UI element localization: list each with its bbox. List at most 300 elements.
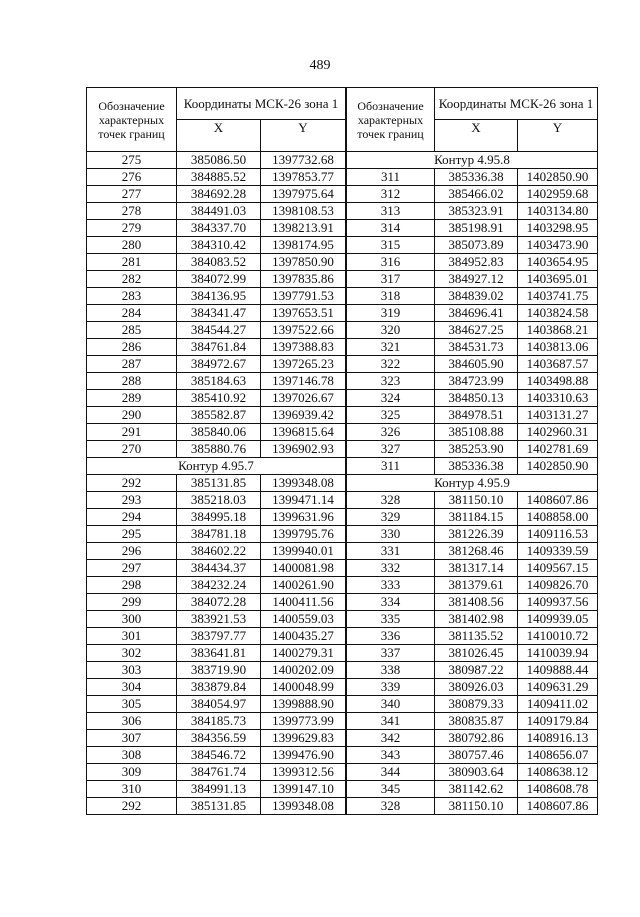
point-id-cell: 296: [87, 543, 177, 560]
table-row: [347, 322, 598, 339]
y-coordinate-cell: 1400081.98: [261, 560, 346, 577]
contour-label: Контур 4.95.8: [347, 152, 598, 169]
x-coordinate-cell: 384602.22: [177, 543, 261, 560]
point-id-cell: 319: [347, 305, 435, 322]
table-row: [347, 458, 598, 475]
point-id-cell: 289: [87, 390, 177, 407]
page-number: 489: [309, 58, 331, 73]
point-id-cell: 291: [87, 424, 177, 441]
y-coordinate-cell: 1399348.08: [261, 798, 346, 815]
table-row: [87, 356, 346, 373]
point-id-cell: 302: [87, 645, 177, 662]
point-id-cell: 305: [87, 696, 177, 713]
x-coordinate-cell: 385086.50: [177, 152, 261, 169]
y-coordinate-cell: 1408656.07: [518, 747, 598, 764]
x-coordinate-cell: 385582.87: [177, 407, 261, 424]
contour-label: Контур 4.95.9: [347, 475, 598, 492]
y-coordinate-cell: 1402960.31: [518, 424, 598, 441]
y-coordinate-cell: 1403654.95: [518, 254, 598, 271]
y-coordinate-cell: 1402959.68: [518, 186, 598, 203]
x-coordinate-cell: 384723.99: [435, 373, 518, 390]
coordinate-system-header: Координаты МСК-26 зона 1: [177, 88, 346, 120]
x-coordinate-cell: 384232.24: [177, 577, 261, 594]
table-row: [87, 271, 346, 288]
table-row: [347, 560, 598, 577]
y-coordinate-cell: 1399312.56: [261, 764, 346, 781]
coordinates-table-left: [86, 87, 346, 815]
table-row: [87, 305, 346, 322]
point-id-cell: 317: [347, 271, 435, 288]
x-coordinate-cell: 385131.85: [177, 798, 261, 815]
table-row: [87, 577, 346, 594]
point-id-cell: 321: [347, 339, 435, 356]
x-coordinate-cell: 384083.52: [177, 254, 261, 271]
table-row: [347, 662, 598, 679]
x-coordinate-cell: 384341.47: [177, 305, 261, 322]
x-coordinate-cell: 385466.02: [435, 186, 518, 203]
table-row: [87, 509, 346, 526]
point-id-cell: 316: [347, 254, 435, 271]
table-row: [87, 339, 346, 356]
x-coordinate-cell: 383719.90: [177, 662, 261, 679]
x-coordinate-cell: 385253.90: [435, 441, 518, 458]
point-id-cell: 284: [87, 305, 177, 322]
y-coordinate-cell: 1398174.95: [261, 237, 346, 254]
point-id-cell: 307: [87, 730, 177, 747]
table-row: [87, 560, 346, 577]
point-id-cell: 283: [87, 288, 177, 305]
table-row: [347, 203, 598, 220]
x-coordinate-cell: 385131.85: [177, 475, 261, 492]
y-coordinate-cell: 1409411.02: [518, 696, 598, 713]
y-coordinate-cell: 1399348.08: [261, 475, 346, 492]
x-coordinate-cell: 385184.63: [177, 373, 261, 390]
y-coordinate-cell: 1409567.15: [518, 560, 598, 577]
table-row: [347, 492, 598, 509]
x-coordinate-cell: 384978.51: [435, 407, 518, 424]
point-id-cell: 332: [347, 560, 435, 577]
point-id-cell: 270: [87, 441, 177, 458]
table-row: [347, 305, 598, 322]
y-coordinate-cell: 1409939.05: [518, 611, 598, 628]
table-row: [87, 730, 346, 747]
y-coordinate-cell: 1408916.13: [518, 730, 598, 747]
x-coordinate-cell: 381150.10: [435, 492, 518, 509]
x-coordinate-cell: 385323.91: [435, 203, 518, 220]
x-coordinate-cell: 384839.02: [435, 288, 518, 305]
table-row: [87, 237, 346, 254]
y-coordinate-cell: 1400202.09: [261, 662, 346, 679]
table-row: [347, 220, 598, 237]
table-row: [347, 628, 598, 645]
point-id-cell: 288: [87, 373, 177, 390]
point-id-cell: 290: [87, 407, 177, 424]
table-row: [347, 169, 598, 186]
table-row: [347, 288, 598, 305]
y-coordinate-cell: 1399940.01: [261, 543, 346, 560]
x-coordinate-cell: 383641.81: [177, 645, 261, 662]
table-row: [87, 407, 346, 424]
x-coordinate-cell: 384761.84: [177, 339, 261, 356]
point-id-cell: 334: [347, 594, 435, 611]
x-coordinate-cell: 385336.38: [435, 169, 518, 186]
x-coordinate-cell: 384546.72: [177, 747, 261, 764]
x-coordinate-cell: 384531.73: [435, 339, 518, 356]
x-coordinate-cell: 384072.28: [177, 594, 261, 611]
x-coordinate-cell: 384972.67: [177, 356, 261, 373]
x-coordinate-cell: 381402.98: [435, 611, 518, 628]
table-row: [87, 645, 346, 662]
table-row: [87, 594, 346, 611]
x-coordinate-cell: 384605.90: [435, 356, 518, 373]
table-row: [347, 237, 598, 254]
point-id-cell: 326: [347, 424, 435, 441]
table-row: [87, 424, 346, 441]
table-row: [87, 526, 346, 543]
contour-label: Контур 4.95.7: [87, 458, 346, 475]
x-coordinate-cell: 384850.13: [435, 390, 518, 407]
x-coordinate-cell: 381135.52: [435, 628, 518, 645]
y-coordinate-cell: 1408858.00: [518, 509, 598, 526]
point-id-cell: 345: [347, 781, 435, 798]
x-coordinate-cell: 385108.88: [435, 424, 518, 441]
point-id-cell: 282: [87, 271, 177, 288]
x-coordinate-cell: 384991.13: [177, 781, 261, 798]
x-coordinate-cell: 380903.64: [435, 764, 518, 781]
point-id-cell: 343: [347, 747, 435, 764]
y-coordinate-cell: 1397265.23: [261, 356, 346, 373]
y-coordinate-cell: 1403687.57: [518, 356, 598, 373]
y-coordinate-cell: 1397975.64: [261, 186, 346, 203]
y-coordinate-cell: 1403868.21: [518, 322, 598, 339]
y-coordinate-cell: 1396939.42: [261, 407, 346, 424]
point-id-cell: 344: [347, 764, 435, 781]
y-coordinate-cell: 1399147.10: [261, 781, 346, 798]
point-id-cell: 309: [87, 764, 177, 781]
table-row: [87, 254, 346, 271]
point-id-cell: 279: [87, 220, 177, 237]
table-row: [347, 441, 598, 458]
point-id-cell: 303: [87, 662, 177, 679]
y-coordinate-cell: 1403695.01: [518, 271, 598, 288]
table-row: [347, 764, 598, 781]
table-row: [347, 713, 598, 730]
point-id-cell: 292: [87, 475, 177, 492]
x-coordinate-cell: 380879.33: [435, 696, 518, 713]
point-id-cell: 339: [347, 679, 435, 696]
table-row: [347, 696, 598, 713]
contour-row: [347, 475, 598, 492]
point-id-cell: 311: [347, 458, 435, 475]
point-id-cell: 276: [87, 169, 177, 186]
designation-header: Обозначение характерных точек границ: [87, 88, 177, 152]
table-row: [87, 492, 346, 509]
y-coordinate-cell: 1410010.72: [518, 628, 598, 645]
y-coordinate-cell: 1403298.95: [518, 220, 598, 237]
y-coordinate-cell: 1400411.56: [261, 594, 346, 611]
y-coordinate-cell: 1409937.56: [518, 594, 598, 611]
x-coordinate-cell: 383797.77: [177, 628, 261, 645]
y-coordinate-cell: 1399629.83: [261, 730, 346, 747]
point-id-cell: 300: [87, 611, 177, 628]
point-id-cell: 328: [347, 492, 435, 509]
y-coordinate-cell: 1399773.99: [261, 713, 346, 730]
y-coordinate-cell: 1409179.84: [518, 713, 598, 730]
point-id-cell: 301: [87, 628, 177, 645]
y-coordinate-cell: 1397835.86: [261, 271, 346, 288]
x-coordinate-cell: 384310.42: [177, 237, 261, 254]
table-row: [87, 203, 346, 220]
x-coordinate-cell: 384337.70: [177, 220, 261, 237]
x-coordinate-cell: 383921.53: [177, 611, 261, 628]
table-row: [347, 407, 598, 424]
point-id-cell: 320: [347, 322, 435, 339]
x-coordinate-cell: 385840.06: [177, 424, 261, 441]
y-coordinate-cell: 1400559.03: [261, 611, 346, 628]
y-coordinate-cell: 1398213.91: [261, 220, 346, 237]
x-coordinate-cell: 380987.22: [435, 662, 518, 679]
table-row: [87, 611, 346, 628]
table-row: [347, 611, 598, 628]
y-coordinate-cell: 1399888.90: [261, 696, 346, 713]
x-coordinate-cell: 384952.83: [435, 254, 518, 271]
table-row: [87, 288, 346, 305]
table-row: [87, 441, 346, 458]
point-id-cell: 324: [347, 390, 435, 407]
contour-row: [347, 152, 598, 169]
table-row: [347, 271, 598, 288]
y-coordinate-cell: 1400261.90: [261, 577, 346, 594]
y-coordinate-cell: 1403813.06: [518, 339, 598, 356]
point-id-cell: 311: [347, 169, 435, 186]
point-id-cell: 299: [87, 594, 177, 611]
y-coordinate-cell: 1397146.78: [261, 373, 346, 390]
contour-row: [87, 458, 346, 475]
point-id-cell: 313: [347, 203, 435, 220]
table-row: [87, 696, 346, 713]
y-coordinate-cell: 1403310.63: [518, 390, 598, 407]
point-id-cell: 295: [87, 526, 177, 543]
point-id-cell: 340: [347, 696, 435, 713]
x-coordinate-cell: 384185.73: [177, 713, 261, 730]
table-row: [87, 475, 346, 492]
point-id-cell: 318: [347, 288, 435, 305]
y-coordinate-cell: 1399631.96: [261, 509, 346, 526]
x-coordinate-cell: 380926.03: [435, 679, 518, 696]
table-row: [87, 764, 346, 781]
point-id-cell: 337: [347, 645, 435, 662]
table-row: [347, 645, 598, 662]
y-coordinate-cell: 1397653.51: [261, 305, 346, 322]
table-row: [347, 509, 598, 526]
point-id-cell: 325: [347, 407, 435, 424]
point-id-cell: 315: [347, 237, 435, 254]
point-id-cell: 335: [347, 611, 435, 628]
point-id-cell: 333: [347, 577, 435, 594]
y-coordinate-cell: 1396815.64: [261, 424, 346, 441]
table-row: [87, 186, 346, 203]
y-coordinate-cell: 1410039.94: [518, 645, 598, 662]
table-row: [87, 628, 346, 645]
y-coordinate-cell: 1409339.59: [518, 543, 598, 560]
table-row: [347, 781, 598, 798]
x-coordinate-cell: 384054.97: [177, 696, 261, 713]
point-id-cell: 287: [87, 356, 177, 373]
y-coordinate-cell: 1403131.27: [518, 407, 598, 424]
x-coordinate-cell: 385336.38: [435, 458, 518, 475]
y-coordinate-cell: 1400279.31: [261, 645, 346, 662]
point-id-cell: 292: [87, 798, 177, 815]
y-column-header: Y: [518, 120, 598, 152]
y-coordinate-cell: 1409826.70: [518, 577, 598, 594]
point-id-cell: 330: [347, 526, 435, 543]
x-coordinate-cell: 384434.37: [177, 560, 261, 577]
y-coordinate-cell: 1399471.14: [261, 492, 346, 509]
table-row: [347, 747, 598, 764]
coordinate-system-header: Координаты МСК-26 зона 1: [435, 88, 598, 120]
point-id-cell: 336: [347, 628, 435, 645]
table-row: [347, 679, 598, 696]
y-coordinate-cell: 1408638.12: [518, 764, 598, 781]
y-coordinate-cell: 1399795.76: [261, 526, 346, 543]
point-id-cell: 293: [87, 492, 177, 509]
x-coordinate-cell: 384781.18: [177, 526, 261, 543]
x-coordinate-cell: 381184.15: [435, 509, 518, 526]
point-id-cell: 308: [87, 747, 177, 764]
point-id-cell: 327: [347, 441, 435, 458]
x-coordinate-cell: 384356.59: [177, 730, 261, 747]
table-row: [87, 169, 346, 186]
y-coordinate-cell: 1399476.90: [261, 747, 346, 764]
x-coordinate-cell: 385410.92: [177, 390, 261, 407]
x-coordinate-cell: 381408.56: [435, 594, 518, 611]
table-row: [87, 679, 346, 696]
y-coordinate-cell: 1408608.78: [518, 781, 598, 798]
y-coordinate-cell: 1398108.53: [261, 203, 346, 220]
point-id-cell: 286: [87, 339, 177, 356]
point-id-cell: 297: [87, 560, 177, 577]
point-id-cell: 323: [347, 373, 435, 390]
x-coordinate-cell: 384692.28: [177, 186, 261, 203]
point-id-cell: 329: [347, 509, 435, 526]
y-coordinate-cell: 1397850.90: [261, 254, 346, 271]
y-coordinate-cell: 1403498.88: [518, 373, 598, 390]
table-row: [87, 373, 346, 390]
x-column-header: X: [435, 120, 518, 152]
x-coordinate-cell: 381142.62: [435, 781, 518, 798]
y-coordinate-cell: 1397791.53: [261, 288, 346, 305]
x-coordinate-cell: 384995.18: [177, 509, 261, 526]
table-row: [87, 152, 346, 169]
x-coordinate-cell: 384491.03: [177, 203, 261, 220]
table-row: [347, 186, 598, 203]
table-row: [347, 254, 598, 271]
x-coordinate-cell: 384072.99: [177, 271, 261, 288]
y-coordinate-cell: 1403824.58: [518, 305, 598, 322]
table-row: [347, 543, 598, 560]
y-coordinate-cell: 1403741.75: [518, 288, 598, 305]
x-coordinate-cell: 384627.25: [435, 322, 518, 339]
table-row: [87, 781, 346, 798]
point-id-cell: 328: [347, 798, 435, 815]
point-id-cell: 294: [87, 509, 177, 526]
x-coordinate-cell: 384927.12: [435, 271, 518, 288]
x-column-header: X: [177, 120, 261, 152]
point-id-cell: 304: [87, 679, 177, 696]
x-coordinate-cell: 384696.41: [435, 305, 518, 322]
table-row: [87, 390, 346, 407]
x-coordinate-cell: 385073.89: [435, 237, 518, 254]
x-coordinate-cell: 384885.52: [177, 169, 261, 186]
table-row: [87, 798, 346, 815]
x-coordinate-cell: 381226.39: [435, 526, 518, 543]
y-coordinate-cell: 1397388.83: [261, 339, 346, 356]
x-coordinate-cell: 384136.95: [177, 288, 261, 305]
table-row: [87, 543, 346, 560]
table-row: [87, 713, 346, 730]
point-id-cell: 285: [87, 322, 177, 339]
table-row: [87, 747, 346, 764]
table-row: [347, 390, 598, 407]
y-coordinate-cell: 1397026.67: [261, 390, 346, 407]
coordinates-table-right: [346, 87, 598, 815]
x-coordinate-cell: 381268.46: [435, 543, 518, 560]
y-column-header: Y: [261, 120, 346, 152]
x-coordinate-cell: 381379.61: [435, 577, 518, 594]
y-coordinate-cell: 1402781.69: [518, 441, 598, 458]
y-coordinate-cell: 1400435.27: [261, 628, 346, 645]
y-coordinate-cell: 1402850.90: [518, 458, 598, 475]
table-row: [87, 322, 346, 339]
table-row: [347, 577, 598, 594]
table-row: [347, 356, 598, 373]
point-id-cell: 298: [87, 577, 177, 594]
point-id-cell: 322: [347, 356, 435, 373]
y-coordinate-cell: 1403473.90: [518, 237, 598, 254]
table-row: [87, 662, 346, 679]
y-coordinate-cell: 1396902.93: [261, 441, 346, 458]
point-id-cell: 331: [347, 543, 435, 560]
x-coordinate-cell: 384761.74: [177, 764, 261, 781]
x-coordinate-cell: 380835.87: [435, 713, 518, 730]
x-coordinate-cell: 385198.91: [435, 220, 518, 237]
point-id-cell: 275: [87, 152, 177, 169]
y-coordinate-cell: 1397522.66: [261, 322, 346, 339]
table-row: [347, 339, 598, 356]
table-row: [87, 220, 346, 237]
y-coordinate-cell: 1408607.86: [518, 492, 598, 509]
x-coordinate-cell: 381150.10: [435, 798, 518, 815]
y-coordinate-cell: 1403134.80: [518, 203, 598, 220]
y-coordinate-cell: 1402850.90: [518, 169, 598, 186]
point-id-cell: 306: [87, 713, 177, 730]
x-coordinate-cell: 383879.84: [177, 679, 261, 696]
x-coordinate-cell: 381026.45: [435, 645, 518, 662]
table-row: [347, 798, 598, 815]
y-coordinate-cell: 1409116.53: [518, 526, 598, 543]
table-row: [347, 424, 598, 441]
point-id-cell: 277: [87, 186, 177, 203]
point-id-cell: 278: [87, 203, 177, 220]
y-coordinate-cell: 1400048.99: [261, 679, 346, 696]
point-id-cell: 312: [347, 186, 435, 203]
x-coordinate-cell: 381317.14: [435, 560, 518, 577]
table-row: [347, 373, 598, 390]
point-id-cell: 342: [347, 730, 435, 747]
point-id-cell: 281: [87, 254, 177, 271]
x-coordinate-cell: 384544.27: [177, 322, 261, 339]
y-coordinate-cell: 1408607.86: [518, 798, 598, 815]
